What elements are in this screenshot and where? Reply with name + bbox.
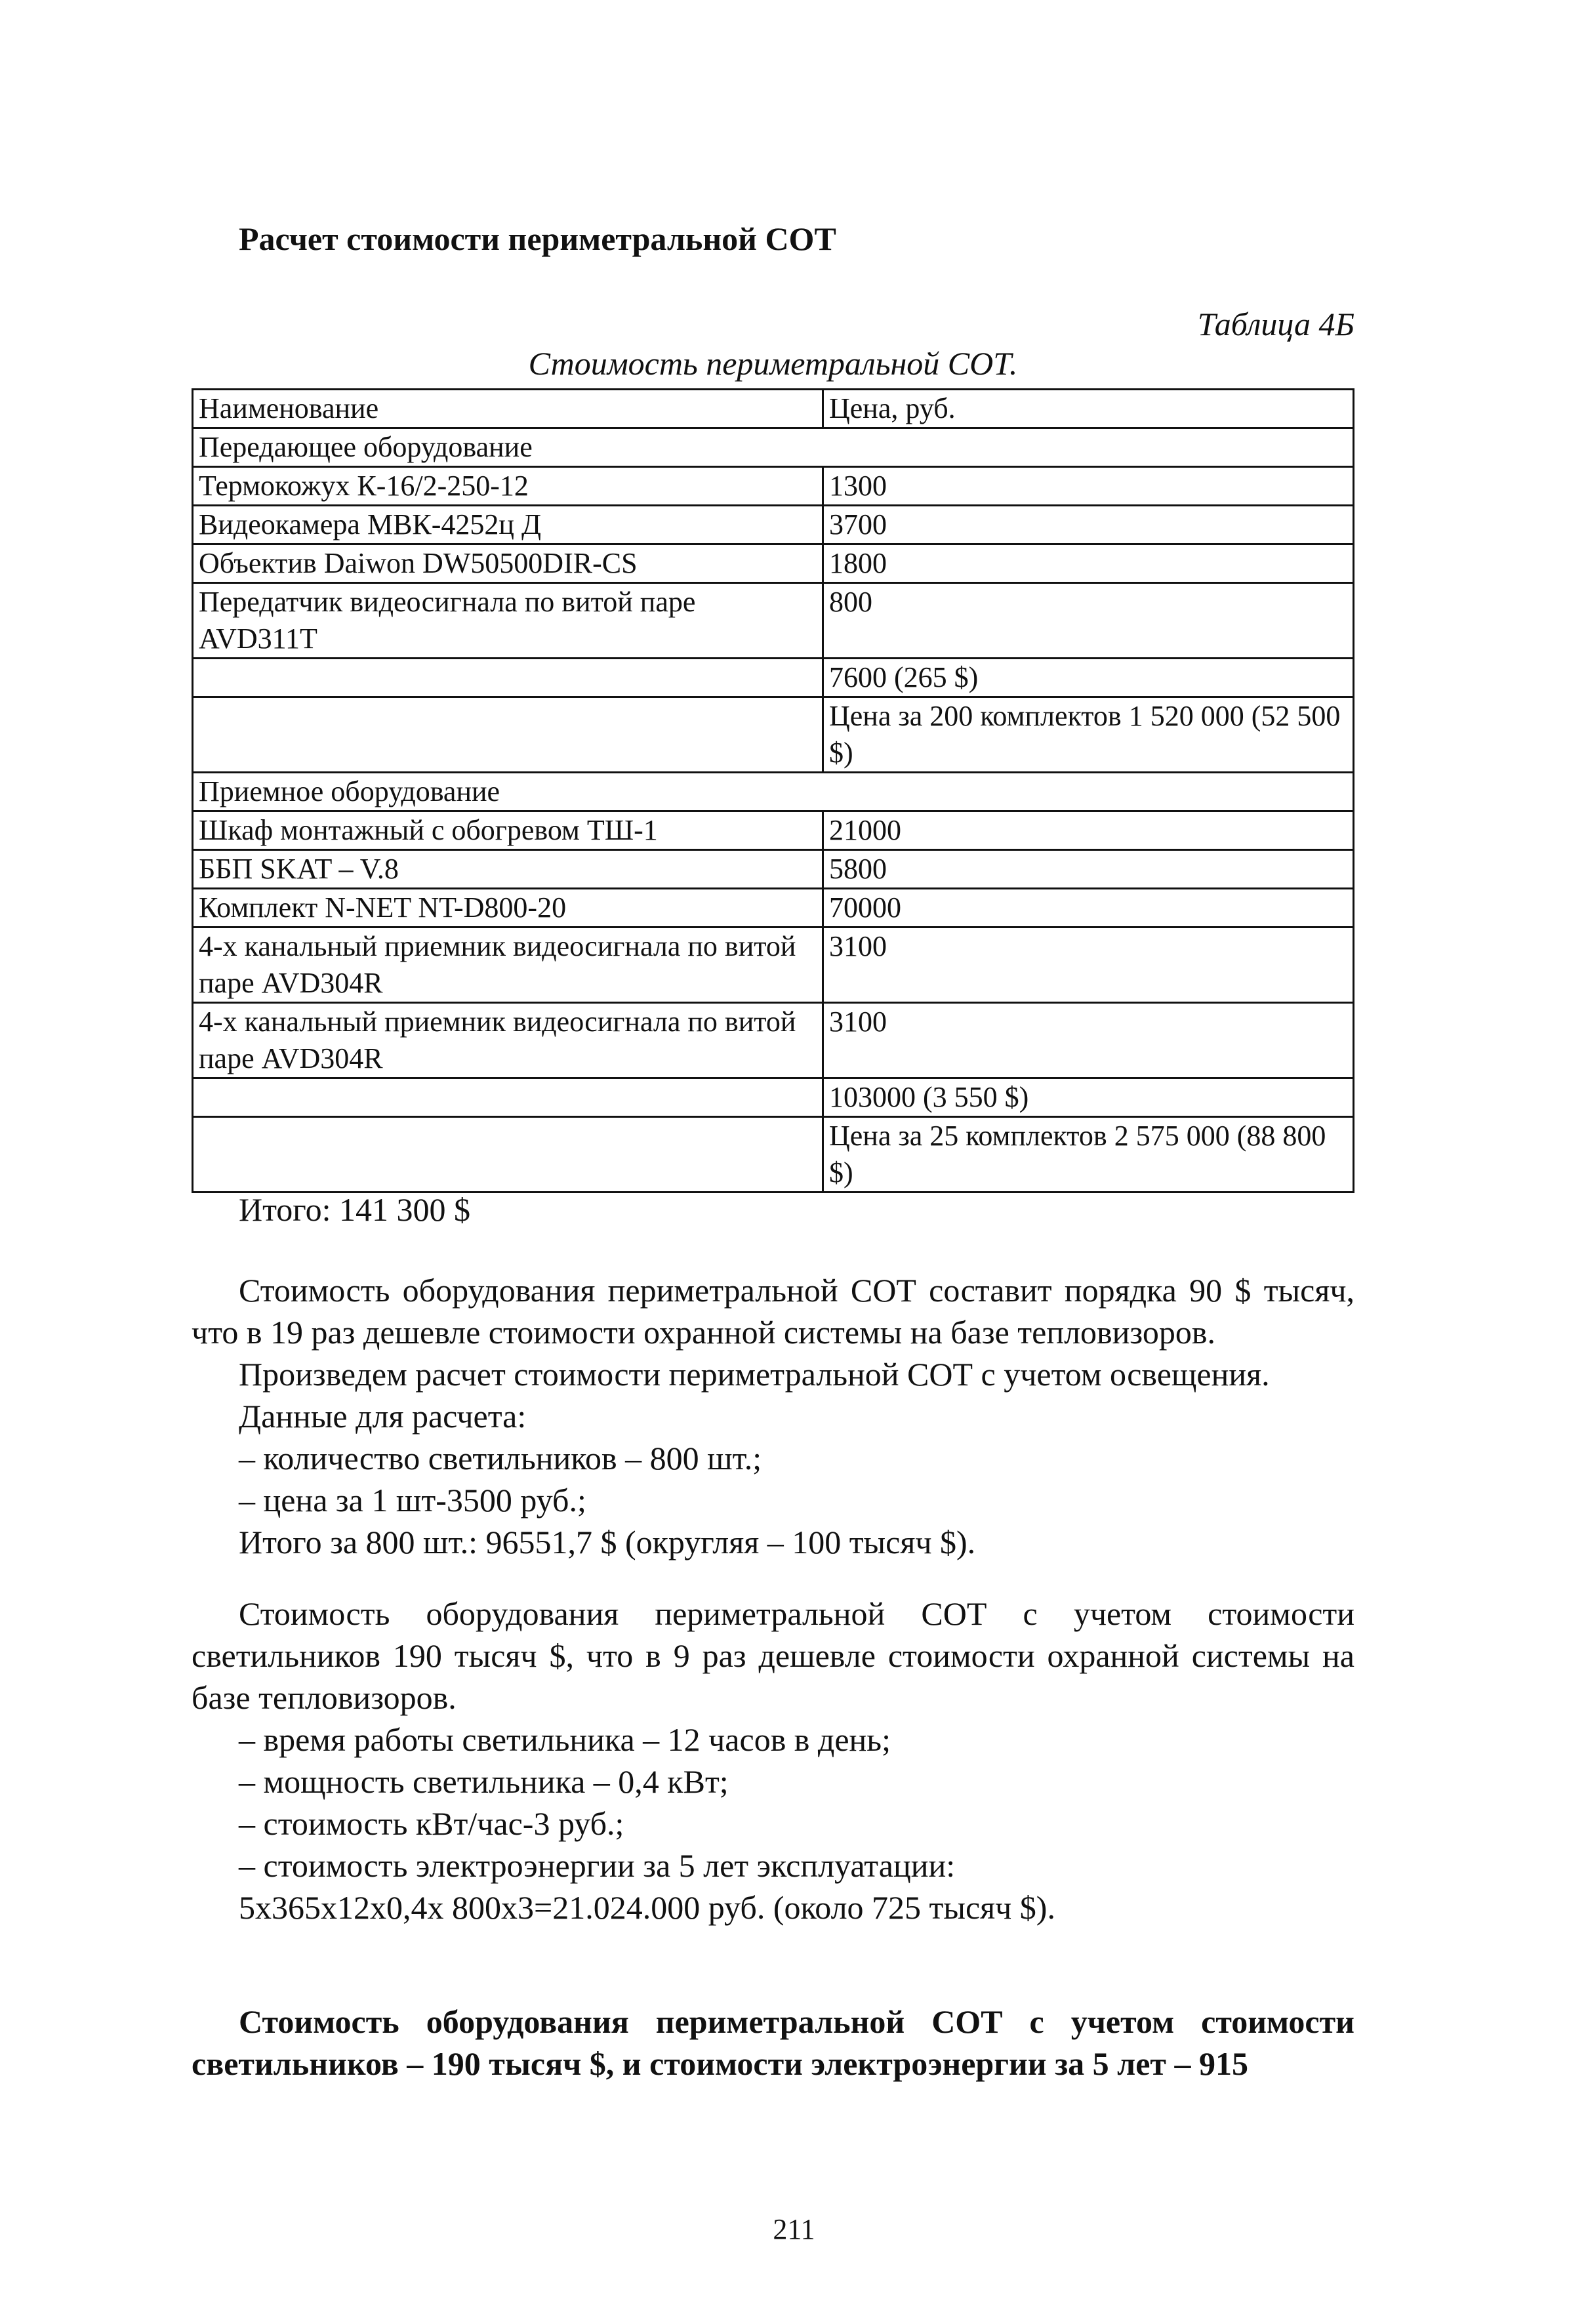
item-name: [193, 1117, 823, 1193]
section-heading: Расчет стоимости периметральной СОТ: [239, 220, 836, 257]
item-price: 21000: [823, 811, 1354, 850]
item-name: Шкаф монтажный с обогревом ТШ-1: [193, 811, 823, 850]
list-item: – цена за 1 шт-3500 руб.;: [239, 1482, 586, 1519]
list-item: – количество светильников – 800 шт.;: [239, 1440, 762, 1477]
table-caption: Стоимость периметральной СОТ.: [528, 345, 1018, 382]
column-header-price: Цена, руб.: [823, 390, 1354, 428]
item-name: [193, 1078, 823, 1117]
item-price: 5800: [823, 850, 1354, 889]
item-price: 1300: [823, 467, 1354, 506]
table-row: [193, 544, 1354, 583]
table-row: [193, 467, 1354, 506]
item-name: 4-х канальный приемник видеосигнала по витой паре AVD304R: [193, 928, 823, 1003]
item-name: Видеокамера МВК-4252ц Д: [193, 506, 823, 544]
paragraph-bold: Стоимость оборудования периметральной СОТ с учетом стоимости светильников – 190 тысяч $, и стоимости электроэнергии за 5 лет – 915: [192, 2003, 1354, 2082]
table-total: Итого: 141 300 $: [239, 1191, 470, 1228]
table-row: [193, 811, 1354, 850]
section-label: Передающее оборудование: [193, 428, 1354, 467]
item-price: 3100: [823, 1003, 1354, 1078]
item-name: Термокожух К-16/2-250-12: [193, 467, 823, 506]
table-row: [193, 697, 1354, 773]
table-row: [193, 583, 1354, 659]
table-header-row: [193, 390, 1354, 428]
paragraph: Итого за 800 шт.: 96551,7 $ (округляя – 100 тысяч $).: [239, 1524, 976, 1560]
item-price: 7600 (265 $): [823, 659, 1354, 697]
section-label: Приемное оборудование: [193, 773, 1354, 811]
item-price: 103000 (3 550 $): [823, 1078, 1354, 1117]
list-item: – стоимость кВт/час-3 руб.;: [239, 1805, 624, 1842]
page-number: 211: [773, 2213, 815, 2245]
item-name: [193, 697, 823, 773]
item-name: 4-х канальный приемник видеосигнала по витой паре AVD304R: [193, 1003, 823, 1078]
item-name: Комплект N-NET NT-D800-20: [193, 889, 823, 928]
table-row: [193, 506, 1354, 544]
item-price: 70000: [823, 889, 1354, 928]
text-block-lighting: [192, 1593, 1354, 1928]
text-block-conclusion: [192, 2001, 1354, 2085]
paragraph: Произведем расчет стоимости периметральной СОТ с учетом освещения.: [239, 1356, 1270, 1393]
list-item: – время работы светильника – 12 часов в день;: [239, 1721, 891, 1758]
table-row: [193, 850, 1354, 889]
paragraph: Стоимость оборудования периметральной СОТ с учетом стоимости светильников 190 тысяч $, что в 9 раз дешевле стоимости охранной системы на базе тепловизоров.: [192, 1595, 1354, 1716]
column-header-name: Наименование: [193, 390, 823, 428]
list-item: – мощность светильника – 0,4 кВт;: [239, 1763, 729, 1800]
text-block-cost: [192, 1269, 1354, 1563]
paragraph: Данные для расчета:: [239, 1398, 527, 1435]
table-label: Таблица 4Б: [1197, 306, 1354, 342]
table-row: [193, 1117, 1354, 1193]
item-name: Объектив Daiwon DW50500DIR-CS: [193, 544, 823, 583]
item-name: Передатчик видеосигнала по витой паре AVD311T: [193, 583, 823, 659]
paragraph: Стоимость оборудования периметральной СОТ составит порядка 90 $ тысяч, что в 19 раз дешевле стоимости охранной системы на базе тепловизоров.: [192, 1272, 1354, 1351]
item-price: 3700: [823, 506, 1354, 544]
item-name: [193, 659, 823, 697]
table-row: [193, 928, 1354, 1003]
price-table: [192, 388, 1354, 1193]
item-price: Цена за 25 комплектов 2 575 000 (88 800 $): [823, 1117, 1354, 1193]
table-section-row: [193, 428, 1354, 467]
table-row: [193, 1003, 1354, 1078]
table-section-row: [193, 773, 1354, 811]
table-row: [193, 889, 1354, 928]
table-row: [193, 659, 1354, 697]
item-name: ББП SKAT – V.8: [193, 850, 823, 889]
paragraph: 5x365x12x0,4x 800x3=21.024.000 руб. (около 725 тысяч $).: [239, 1889, 1055, 1926]
item-price: 1800: [823, 544, 1354, 583]
table-row: [193, 1078, 1354, 1117]
list-item: – стоимость электроэнергии за 5 лет эксплуатации:: [239, 1847, 956, 1884]
item-price: Цена за 200 комплектов 1 520 000 (52 500 $): [823, 697, 1354, 773]
item-price: 3100: [823, 928, 1354, 1003]
item-price: 800: [823, 583, 1354, 659]
